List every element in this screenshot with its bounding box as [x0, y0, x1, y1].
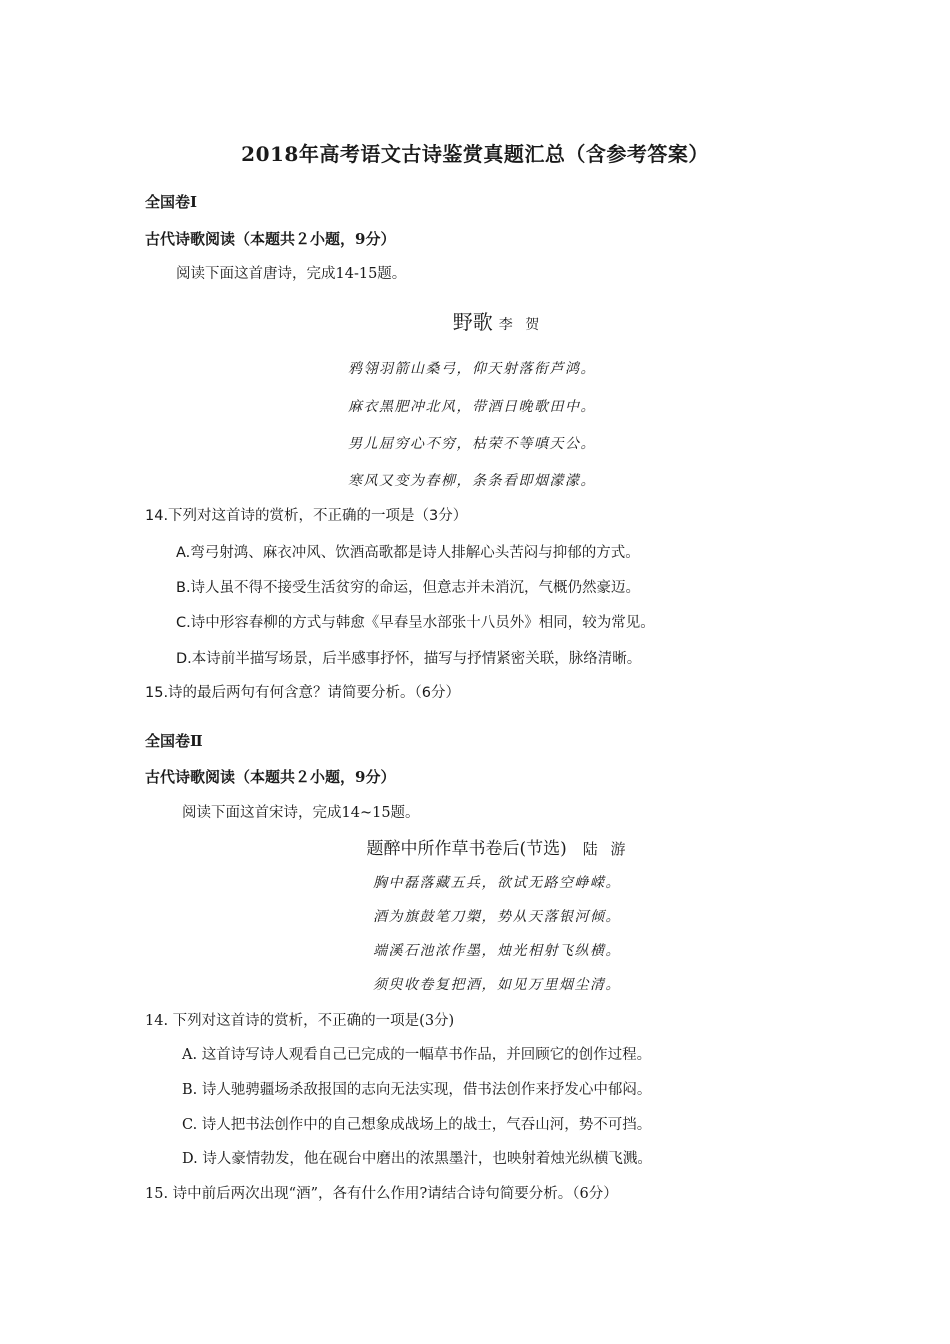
paper1-poem-author: 李 贺: [498, 317, 544, 333]
paper1-option-c: C.诗中形容春柳的方式与韩愈《早春呈水部张十八员外》相同，较为常见。: [176, 615, 655, 631]
paper2-option-a: A. 这首诗写诗人观看自己已完成的一幅草书作品，并回顾它的创作过程。: [182, 1047, 652, 1063]
page-title: 2018年高考语文古诗鉴赏真题汇总（含参考答案）: [241, 142, 709, 166]
paper2-option-c: C. 诗人把书法创作中的自己想象成战场上的战士，气吞山河，势不可挡。: [182, 1117, 652, 1133]
paper1-option-b: B.诗人虽不得不接受生活贫穷的命运，但意志并未消沉，气概仍然豪迈。: [176, 580, 641, 596]
paper1-question-14: 14.下列对这首诗的赏析，不正确的一项是（3分）: [145, 508, 468, 524]
paper2-poem-author: 陆 游: [582, 840, 630, 858]
paper1-verse: 鸦翎羽箭山桑弓，仰天射落衔芦鸿。: [348, 361, 596, 377]
paper2-section-heading: 古代诗歌阅读（本题共２小题，9分）: [145, 768, 396, 786]
paper2-poem-title: 题醉中所作草书卷后(节选): [366, 839, 567, 859]
paper1-verse: 寒风又变为春柳，条条看即烟濛濛。: [348, 473, 596, 489]
paper2-verse: 酒为旗鼓笔刀槊，势从天落银河倾。: [373, 909, 621, 925]
paper1-section-heading: 古代诗歌阅读（本题共２小题，9分）: [145, 230, 396, 248]
paper1-verse: 麻衣黑肥冲北风，带酒日晚歌田中。: [348, 399, 596, 415]
paper2-option-b: B. 诗人驰骋疆场杀敌报国的志向无法实现，借书法创作来抒发心中郁闷。: [182, 1082, 652, 1098]
paper2-verse: 端溪石池浓作墨，烛光相射飞纵横。: [373, 943, 621, 959]
paper2-label: 全国卷Ⅱ: [145, 732, 203, 750]
paper1-question-15: 15.诗的最后两句有何含意？请简要分析。（6分）: [145, 685, 461, 701]
paper2-intro: 阅读下面这首宋诗，完成14~15题。: [182, 805, 420, 821]
paper1-option-a: A.弯弓射鸿、麻衣冲风、饮酒高歌都是诗人排解心头苦闷与抑郁的方式。: [176, 545, 640, 561]
paper1-poem-title: 野歌: [452, 310, 493, 334]
paper1-verse: 男儿屈穷心不穷，枯荣不等嗔天公。: [348, 436, 596, 452]
paper2-option-d: D. 诗人豪情勃发，他在砚台中磨出的浓黑墨汁，也映射着烛光纵横飞溅。: [182, 1151, 652, 1167]
paper2-poem-heading: [0, 834, 950, 859]
paper2-question-14: 14. 下列对这首诗的赏析，不正确的一项是(3分): [145, 1013, 455, 1029]
paper2-question-15: 15. 诗中前后两次出现“酒”，各有什么作用?请结合诗句简要分析。（6分）: [145, 1186, 618, 1202]
paper2-verse: 须臾收卷复把酒，如见万里烟尘清。: [373, 977, 621, 993]
paper1-intro: 阅读下面这首唐诗，完成14-15题。: [176, 266, 407, 282]
paper2-verse: 胸中磊落藏五兵，欲试无路空峥嵘。: [373, 875, 621, 891]
paper1-label: 全国卷Ⅰ: [145, 193, 198, 211]
paper1-option-d: D.本诗前半描写场景，后半感事抒怀，描写与抒情紧密关联，脉络清晰。: [176, 651, 642, 667]
paper1-poem-heading: [0, 306, 950, 335]
